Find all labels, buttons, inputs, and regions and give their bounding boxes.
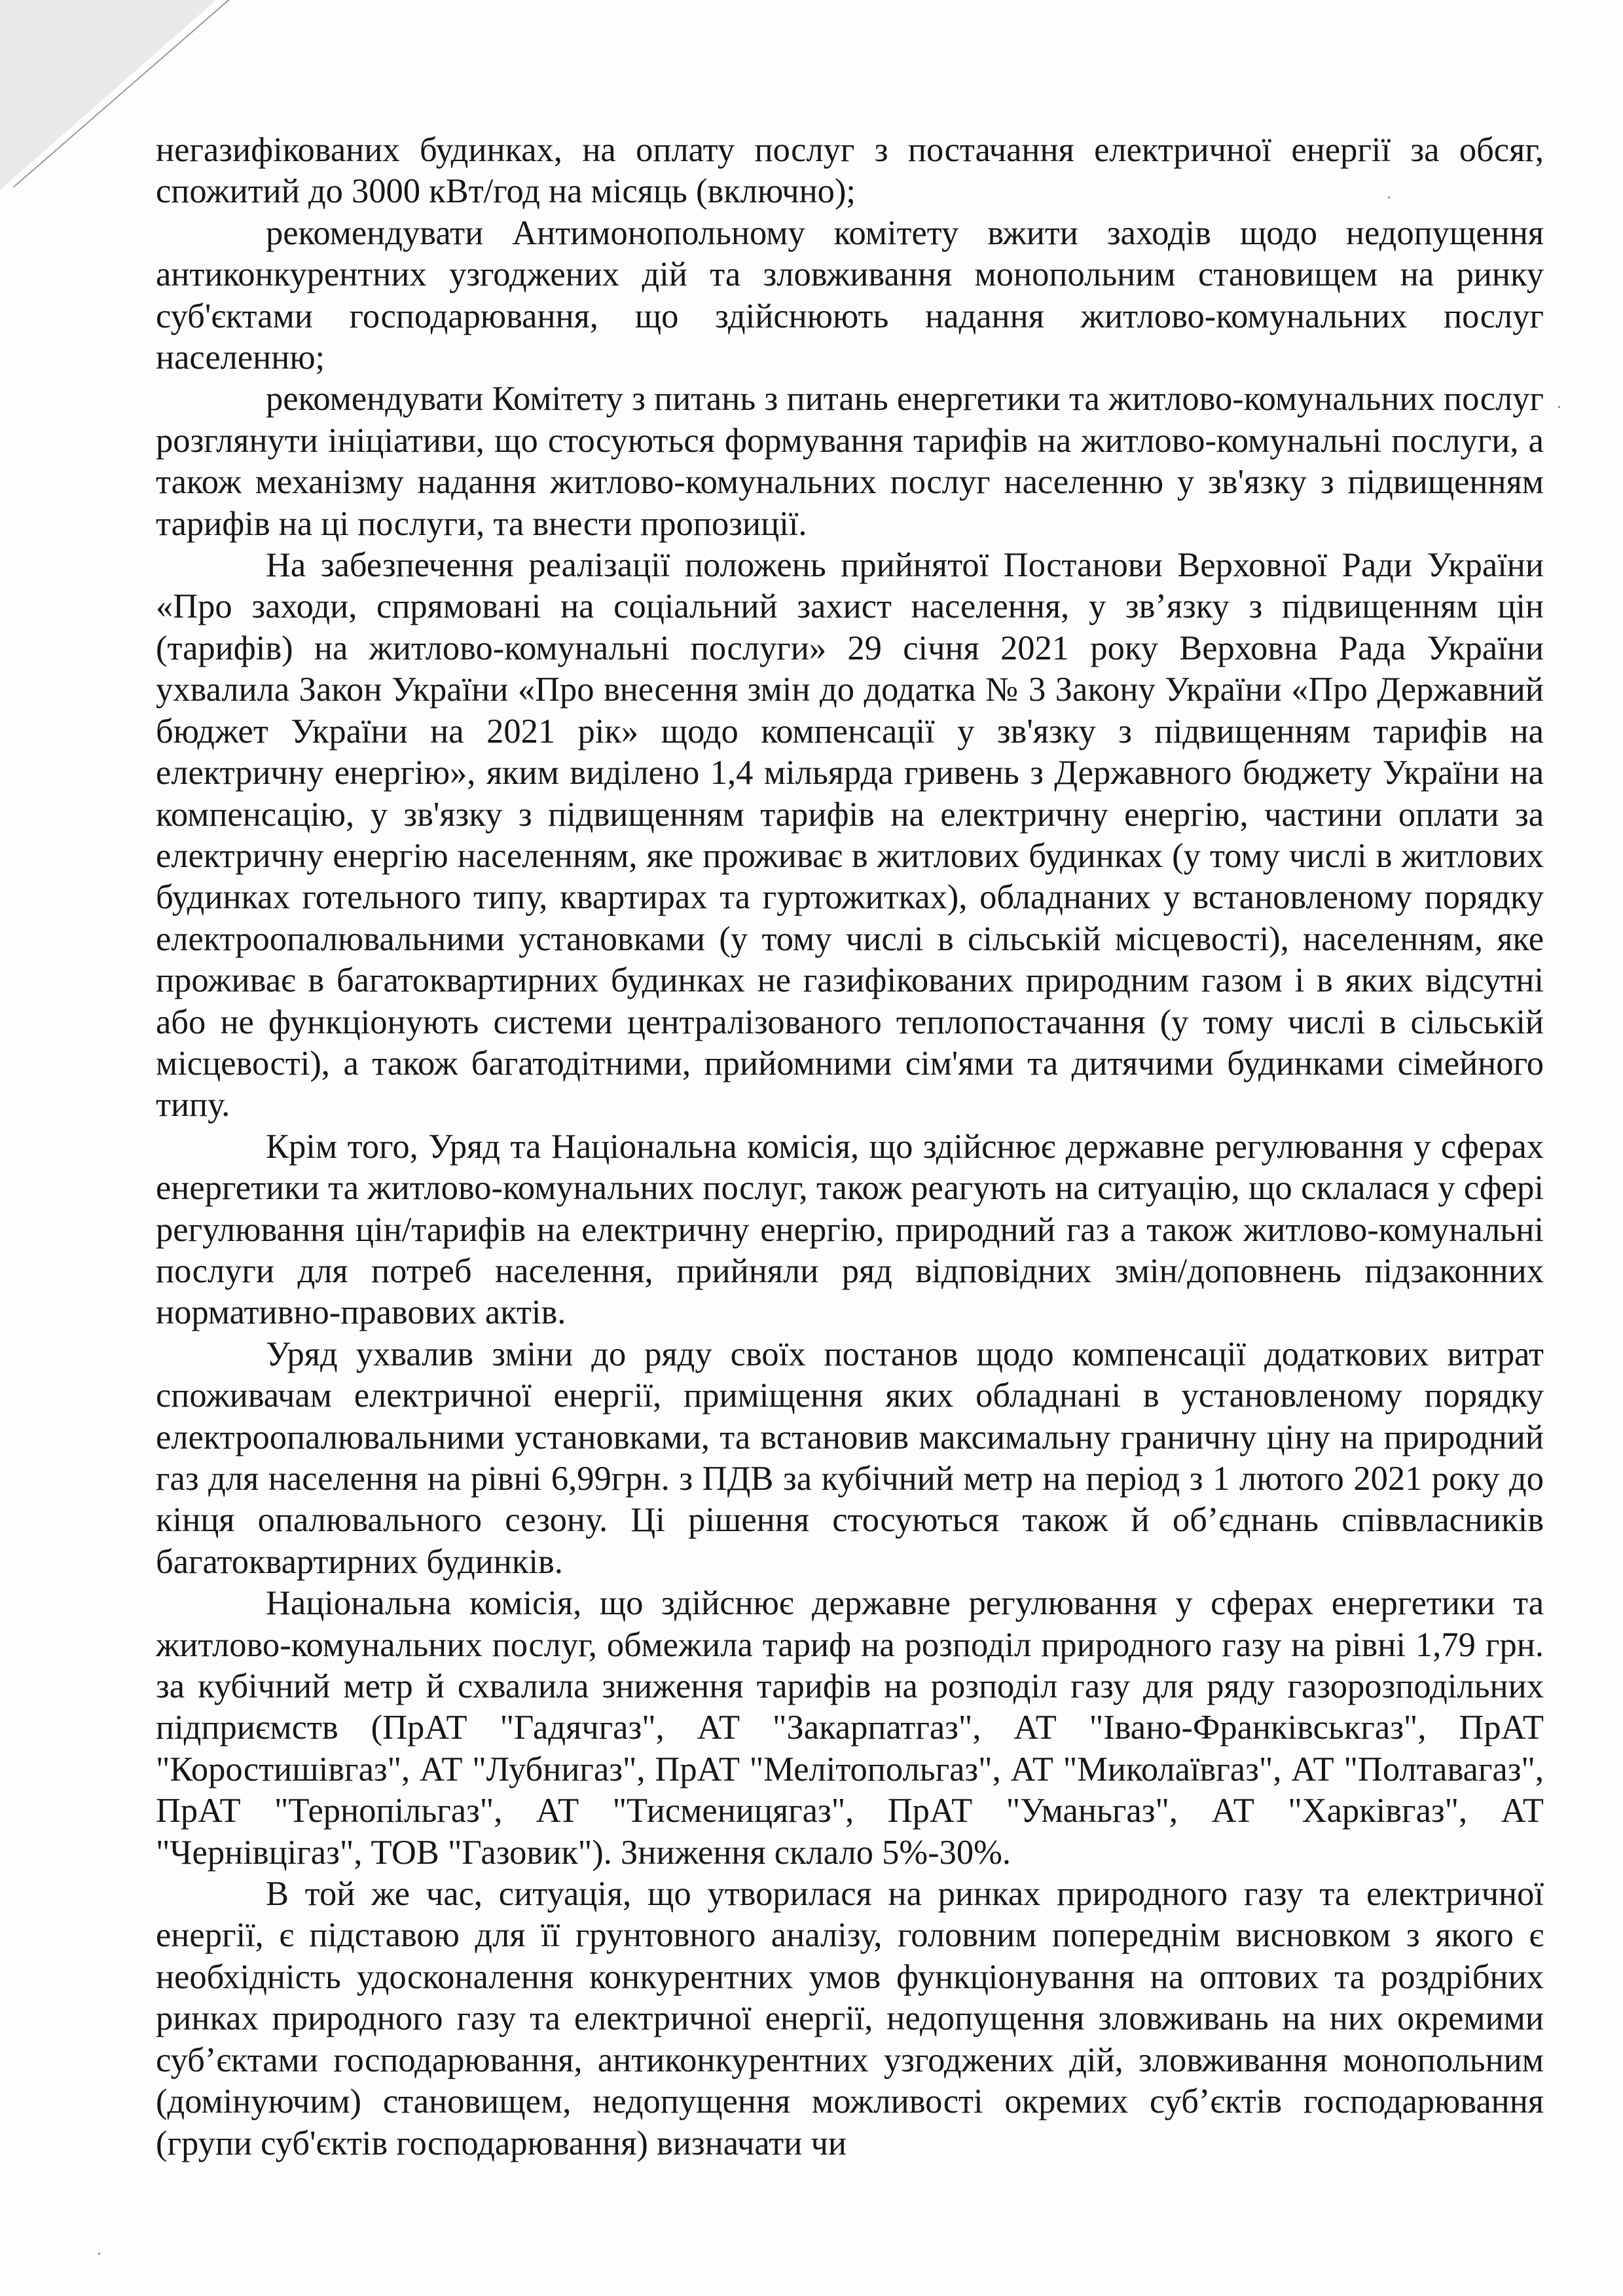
paragraph-7: Національна комісія, що здійснює державне регулювання у сферах енергетики та житлово-комунальних послуг, обмежила тариф на розподіл природного газу на рівні 1,79 грн. за кубічний метр й схвалила зниження тарифів на розподіл газу для ряду газорозподільних підприємств (ПрАТ "Гадячгаз", АТ "Закарпатгаз", АТ "Івано-Франківськгаз", ПрАТ "Коростишівгаз", АТ "Лубнигаз", ПрАТ "Мелітопольгаз", АТ "Миколаївгаз", АТ "Полтавагаз", ПрАТ "Тернопільгаз", АТ "Тисменицягаз", ПрАТ "Уманьгаз", АТ "Харківгаз", АТ "Чернівцігаз", ТОВ "Газовик"). Зниження склало 5%-30%. [156,1584,1544,1872]
paragraph-6: Уряд ухвалив зміни до ряду своїх постанов щодо компенсації додаткових витрат споживачам електричної енергії, приміщення яких обладнані в установленому порядку електроопалювальними установками, та встановив максимальну граничну ціну на природний газ для населення на рівні 6,99грн. з ПДВ за кубічний метр на період з 1 лютого 2021 року до кінця опалювального сезону. Ці рішення стосуються також й об’єднань співвласників багатоквартирних будинків. [156,1335,1544,1581]
scan-speck [98,2253,100,2255]
paragraph-8: В той же час, ситуація, що утворилася на ринках природного газу та електричної енергії, є підставою для її грунтовного аналізу, головним попереднім висновком з якого є необхідність удосконалення конкурентних умов функціонування на оптових та роздрібних ринках природного газу та електричної енергії, недопущення зловживань на них окремими суб’єктами господарювання, антиконкурентних узгоджених дій, зловживання монопольним (домінуючим) становищем, недопущення можливості окремих суб’єктів господарювання (групи суб'єктів господарювання) визначати чи [156,1875,1544,2162]
document-body [156,130,1544,2164]
paragraph-1: негазифікованих будинках, на оплату послуг з постачання електричної енергії за обсяг, спожитий до 3000 кВт/год на місяць (включно); [156,131,1544,211]
paragraph-4: На забезпечення реалізації положень прийнятої Постанови Верховної Ради України «Про заходи, спрямовані на соціальний захист населення, у зв’язку з підвищенням цін (тарифів) на житлово-комунальні послуги» 29 січня 2021 року Верховна Рада України ухвалила Закон України «Про внесення змін до додатка № 3 Закону України «Про Державний бюджет України на 2021 рік» щодо компенсації у зв'язку з підвищенням тарифів на електричну енергію», яким виділено 1,4 мільярда гривень з Державного бюджету України на компенсацію, у зв'язку з підвищенням тарифів на електричну енергію, частини оплати за електричну енергію населенням, яке проживає в житлових будинках (у тому числі в житлових будинках готельного типу, квартирах та гуртожитках), обладнаних у встановленому порядку електроопалювальними установками (у тому числі в сільській місцевості), населенням, яке проживає в багатоквартирних будинках не газифікованих природним газом і в яких відсутні або не функціонують системи централізованого теплопостачання (у тому числі в сільській місцевості), а також багатодітними, прийомними сім'ями та дитячими будинками сімейного типу. [156,546,1544,1124]
paragraph-3: рекомендувати Комітету з питань з питань енергетики та житлово-комунальних послуг розглянути ініціативи, що стосуються формування тарифів на житлово-комунальні послуги, а також механізму надання житлово-комунальних послуг населенню у зв'язку з підвищенням тарифів на ці послуги, та внести пропозиції. [156,380,1544,543]
paragraph-2: рекомендувати Антимонопольному комітету вжити заходів щодо недопущення антиконкурентних узгоджених дій та зловживання монопольним становищем на ринку суб'єктами господарювання, що здійснюють надання житлово-комунальних послуг населенню; [156,213,1544,377]
paragraph-5: Крім того, Уряд та Національна комісія, що здійснює державне регулювання у сферах енергетики та житлово-комунальних послуг, також реагують на ситуацію, що склалася у сфері регулювання цін/тарифів на електричну енергію, природний газ а також житлово-комунальні послуги для потреб населення, прийняли ряд відповідних змін/доповнень підзаконних нормативно-правових актів. [156,1127,1544,1332]
scan-speck [1388,196,1390,198]
scan-speck [1558,406,1560,408]
